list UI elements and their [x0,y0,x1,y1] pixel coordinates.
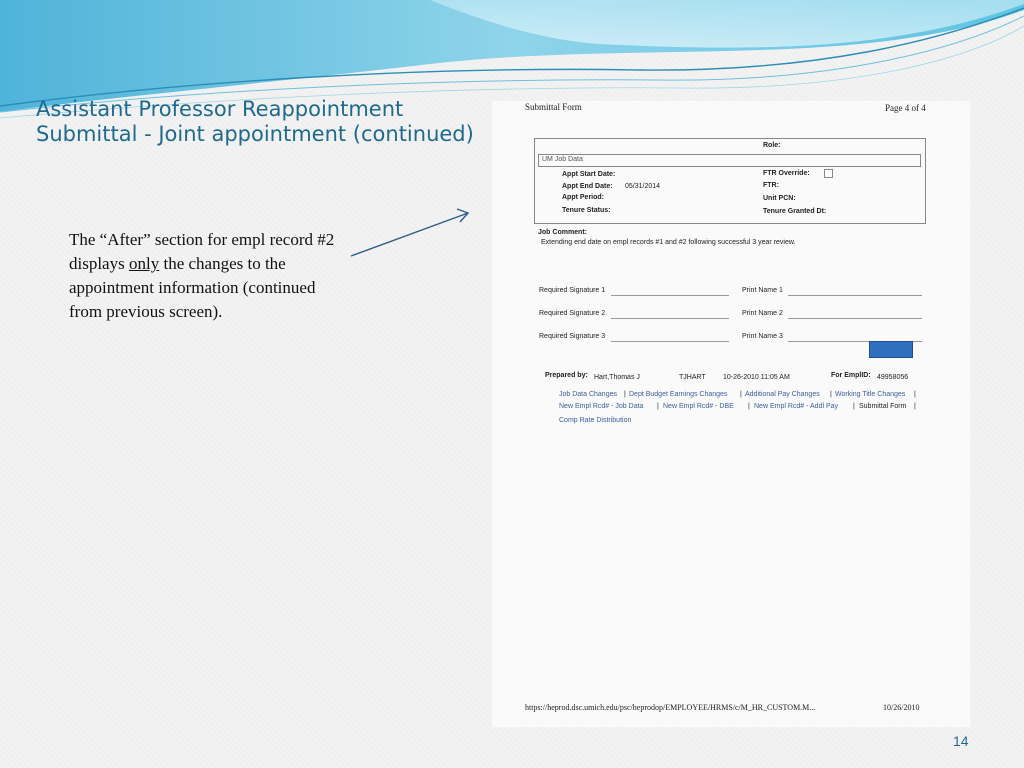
signature-label-1: Required Signature 1 [539,287,606,294]
print-name-label-2: Print Name 2 [742,310,783,317]
signature-line-2 [611,318,729,319]
link-new-empl-rcd-job-data[interactable]: New Empl Rcd# - Job Data [559,403,644,410]
link-separator: | [740,391,742,398]
slide-body-text [69,228,339,324]
ftr-label: FTR: [763,182,779,189]
link-dept-budget-earnings-changes[interactable]: Dept Budget Earnings Changes [629,391,728,398]
role-label: Role: [763,142,781,149]
link-separator: | [624,391,626,398]
tenure-status-label: Tenure Status: [562,207,611,214]
link-separator: | [914,403,916,410]
ftr-override-checkbox[interactable] [824,169,833,178]
appt-start-date-label: Appt Start Date: [562,171,616,178]
job-comment-label: Job Comment: [538,229,587,236]
prepared-by-id: TJHART [679,374,706,381]
submittal-form-document [492,101,970,727]
link-separator: | [657,403,659,410]
for-emplid-label: For EmplID: [831,372,871,379]
signature-line-1 [611,295,729,296]
pointer-arrow [345,205,475,265]
print-name-line-1 [788,295,922,296]
print-name-line-2 [788,318,922,319]
body-text-after: the changes to the appointment information (continued from previous screen). [69,254,316,321]
signature-label-2: Required Signature 2 [539,310,606,317]
link-separator: | [914,391,916,398]
emplid-value: 49958056 [877,374,909,381]
slide-title-line-2: Submittal - Joint appointment (continued) [36,122,474,146]
footer-date: 10/26/2010 [883,703,920,712]
form-title: Submittal Form [525,102,582,112]
slide-title-line-1: Assistant Professor Reappointment [36,97,404,121]
appt-end-date-label: Appt End Date: [562,183,613,190]
slide-title [36,97,474,147]
link-separator: | [830,391,832,398]
prepared-by-label: Prepared by: [545,372,588,379]
link-separator: | [748,403,750,410]
current-page-label: Submittal Form [859,403,907,410]
ftr-override-label: FTR Override: [763,170,810,177]
link-job-data-changes[interactable]: Job Data Changes [559,391,617,398]
body-text-emphasis: only [128,254,160,273]
print-name-label-3: Print Name 3 [742,333,783,340]
link-new-empl-rcd-addl-pay[interactable]: New Empl Rcd# - Addl Pay [754,403,839,410]
prepared-by-date: 10-26-2010 11:05 AM [723,374,790,381]
appt-period-label: Appt Period: [562,194,604,201]
job-comment-text: Extending end date on empl records #1 and #2 following successful 3 year review. [541,239,796,246]
um-job-data-label: UM Job Data [542,156,583,163]
tenure-granted-label: Tenure Granted Dt: [763,208,827,215]
signature-label-3: Required Signature 3 [539,333,606,340]
print-name-label-1: Print Name 1 [742,287,783,294]
prepared-by-name: Hart,Thomas J [594,374,640,381]
signature-line-3 [611,341,729,342]
link-new-empl-rcd-dbe[interactable]: New Empl Rcd# - DBE [663,403,734,410]
unit-pcn-label: Unit PCN: [763,195,796,202]
appt-end-date-value: 05/31/2014 [625,183,661,190]
page-indicator: Page 4 of 4 [885,103,926,113]
link-separator: | [853,403,855,410]
footer-url: https://heprod.dsc.umich.edu/psc/heprodop/EMPLOYEE/HRMS/c/M_HR_CUSTOM.M... [525,703,816,712]
slide-number: 14 [953,733,969,749]
highlight-button[interactable] [869,341,913,358]
link-working-title-changes[interactable]: Working Title Changes [835,391,906,398]
um-job-data-header [538,154,921,167]
body-text-before: The “After” section for empl record #2 displays [69,230,335,273]
link-additional-pay-changes[interactable]: Additional Pay Changes [745,391,820,398]
link-comp-rate-distribution[interactable]: Comp Rate Distribution [559,417,632,424]
